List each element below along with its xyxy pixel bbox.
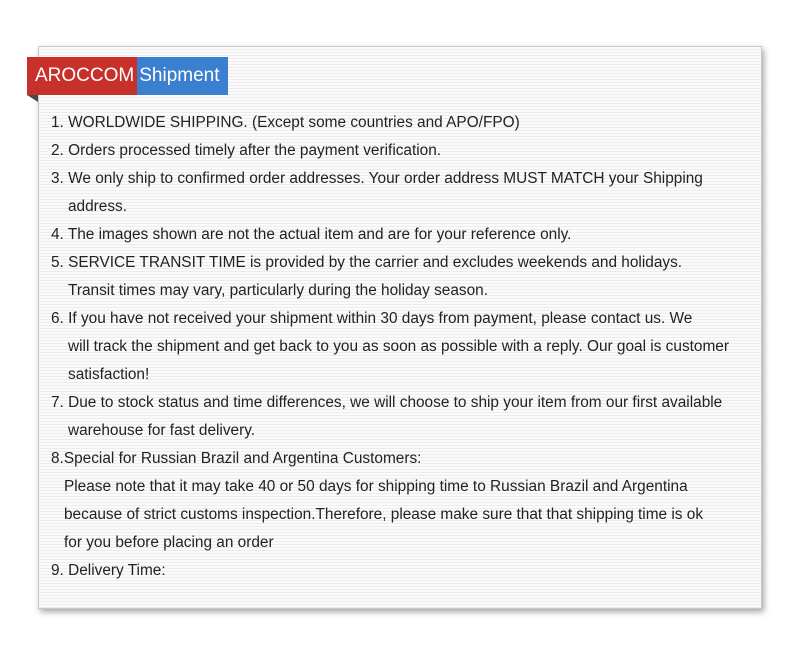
title-label: Shipment <box>137 57 227 95</box>
item-text: The images shown are not the actual item and are for your reference only. <box>67 226 572 243</box>
ribbon-fold <box>27 95 38 102</box>
item-text: Due to stock status and time differences, we will choose to ship your item from our first available <box>68 394 723 411</box>
list-item-6-continuation-2: satisfaction! <box>68 366 150 383</box>
item-number: 5. <box>51 254 64 271</box>
item-text: WORLDWIDE SHIPPING. (Except some countries and APO/FPO) <box>68 114 520 131</box>
brand-label: AROCCOM <box>27 57 137 95</box>
list-item-8-continuation-2: because of strict customs inspection.Therefore, please make sure that that shipping time is ok <box>64 506 704 523</box>
item-number: 3. <box>51 170 64 187</box>
list-item-6 <box>51 305 766 333</box>
shipment-policy-list <box>51 109 766 585</box>
list-item-1 <box>51 109 766 137</box>
list-item-6-continuation: will track the shipment and get back to you as soon as possible with a reply. Our goal is customer <box>68 338 729 355</box>
item-number: 6. <box>51 310 64 327</box>
list-item-8-continuation: Please note that it may take 40 or 50 days for shipping time to Russian Brazil and Argentina <box>64 478 688 495</box>
item-text: SERVICE TRANSIT TIME is provided by the carrier and excludes weekends and holidays. <box>68 254 683 271</box>
item-text: We only ship to confirmed order addresses. Your order address MUST MATCH your Shipping <box>68 170 703 187</box>
list-item-3 <box>51 165 766 193</box>
item-text: Orders processed timely after the payment verification. <box>68 142 442 159</box>
list-item-7-continuation: warehouse for fast delivery. <box>68 422 256 439</box>
list-item-5-continuation: Transit times may vary, particularly during the holiday season. <box>68 282 488 299</box>
item-text: Special for Russian Brazil and Argentina Customers: <box>63 450 422 467</box>
item-number: 7. <box>51 394 64 411</box>
item-number: 1. <box>51 114 64 131</box>
item-text: Delivery Time: <box>68 562 166 579</box>
item-number: 9. <box>51 562 64 579</box>
list-item-3-continuation: address. <box>68 198 128 215</box>
item-number: 8. <box>51 450 64 467</box>
item-text: If you have not received your shipment within 30 days from payment, please contact us. We <box>68 310 693 327</box>
list-item-7 <box>51 389 766 417</box>
list-item-9 <box>51 557 766 585</box>
item-number: 2. <box>51 142 64 159</box>
list-item-5 <box>51 249 766 277</box>
list-item-4 <box>51 221 766 249</box>
list-item-8-continuation-3: for you before placing an order <box>64 534 274 551</box>
item-number: 4. <box>51 226 64 243</box>
section-title-tag <box>27 57 228 95</box>
list-item-2 <box>51 137 766 165</box>
list-item-8 <box>51 445 766 473</box>
